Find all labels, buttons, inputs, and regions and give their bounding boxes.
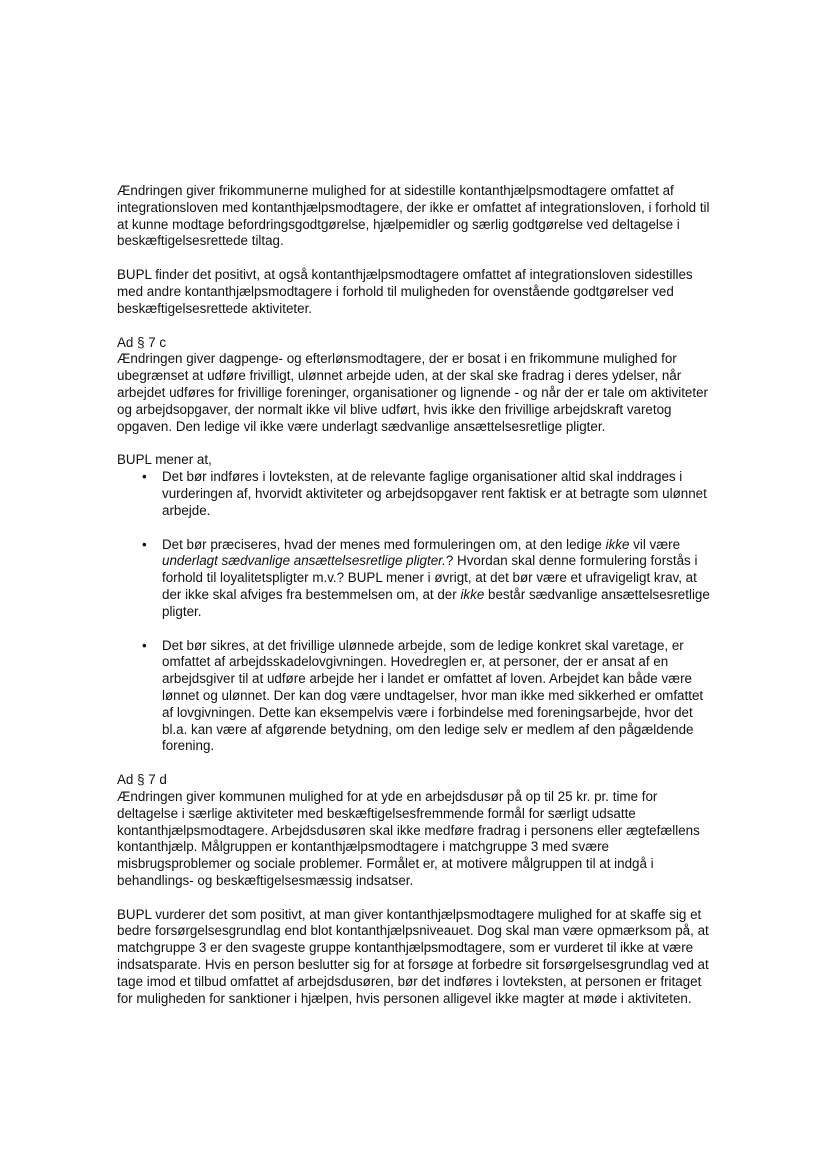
- bullet-icon: •: [142, 536, 147, 552]
- section-7d-body: Ændringen giver kommunen mulighed for at yde en arbejdsdusør på op til 25 kr. pr. time for deltagelse i særlige aktiviteter med beskæftigelsesfremmende formål for særligt udsatte kontanthjælpsmodtagere. Arbejdsdusøren skal ikke medføre fradrag i personens eller ægtefællens kontanthjælp. Målgruppen er kontanthjælpsmodtagere i matchgruppe 3 med svære misbrugsproblemer og sociale problemer. Formålet er, at motivere målgruppen til at indgå i behandlings- og beskæftigelsesmæssig indsatser.: [117, 788, 700, 888]
- section-heading-7c: Ad § 7 c: [117, 334, 167, 350]
- paragraph-bupl-positive: BUPL finder det positivt, at også kontanthjælpsmodtagere omfattet af integrationsloven sidestilles med andre kontanthjælpsmodtagere i forhold til muligheden for ovenstående godtgørelser ved beskæftigelsesrettede aktiviteter.: [117, 267, 693, 316]
- bullet-icon: •: [142, 469, 147, 485]
- list-item: [117, 537, 717, 621]
- italic-ikke: ikke: [605, 536, 630, 552]
- bupl-bullet-list: [117, 469, 717, 755]
- bullet-text-1: Det bør indføres i lovteksten, at de relevante faglige organisationer altid skal inddrages i vurderingen af, hvorvidt aktiviteter og arbejdsopgaver rent faktisk er at betragte som ulønnet arbejde.: [162, 469, 707, 518]
- bullet-text-3: Det bør sikres, at det frivillige ulønnede arbejde, som de ledige konkret skal varetage, er omfattet af arbejdsskadelovgivningen. Hovedreglen er, at personer, der er ansat af en arbejdsgiver til at udføre arbejde her i landet er omfattet af loven. Arbejdet kan både være lønnet og ulønnet. Der kan dog være undtagelser, hvor man ikke med sikkerhed er omfattet af lovgivningen. Dette kan eksempelvis være i forbindelse med foreningsarbejde, hvor det bl.a. kan være af afgørende betydning, om den ledige selv er medlem af den pågældende forening.: [162, 637, 704, 754]
- bullet-text-2: Det bør præciseres, hvad der menes med formuleringen om, at den ledige ikke vil være underlagt sædvanlige ansættelsesretlige pligter.? Hvordan skal denne formulering forstås i forhold til loyalitetspligter m.v.? BUPL mener i øvrigt, at det bør være et ufravigeligt krav, at der ikke skal afviges fra bestemmelsen om, at der ikke består sædvanlige ansættelsesretlige pligter.: [162, 536, 710, 619]
- bullet-icon: •: [142, 637, 147, 653]
- list-item: [117, 638, 717, 756]
- bupl-intro: BUPL mener at,: [117, 452, 212, 468]
- list-item: [117, 469, 717, 519]
- section-7d-response: BUPL vurderer det som positivt, at man giver kontanthjælpsmodtagere mulighed for at skaffe sig et bedre forsørgelsesgrundlag end blot kontanthjælpsniveauet. Dog skal man være opmærksom på, at matchgruppe 3 er den svageste gruppe kontanthjælpsmodtagere, som er vurderet til ikke at være indsatsparate. Hvis en person beslutter sig for at forsøge at forbedre sit forsørgelsesgrundlag ved at tage imod et tilbud omfattet af arbejdsdusøren, bør det indføres i lovteksten, at personen er fritaget for muligheden for sanktioner i hjælpen, hvis personen alligevel ikke magter at møde i aktiviteten.: [117, 906, 709, 1006]
- italic-ikke: ikke: [460, 586, 485, 602]
- italic-phrase: underlagt sædvanlige ansættelsesretlige pligter.: [162, 553, 446, 569]
- paragraph-integration-change: Ændringen giver frikommunerne mulighed for at sidestille kontanthjælpsmodtagere omfattet af integrationsloven med kontanthjælpsmodtagere, der ikke er omfattet af integrationsloven, i forhold til at kunne modtage befordringsgodtgørelse, hjælpemidler og særlig godtgørelse ved deltagelse i beskæftigelsesrettede tiltag.: [117, 183, 710, 249]
- section-heading-7d: Ad § 7 d: [117, 772, 167, 788]
- section-7c-body: Ændringen giver dagpenge- og efterlønsmodtagere, der er bosat i en frikommune mulighed for ubegrænset at udføre frivilligt, ulønnet arbejde uden, at der skal ske fradrag i deres ydelser, når arbejdet udføres for frivillige foreninger, organisationer og lignende - og når der er tale om aktiviteter og arbejdsopgaver, der normalt ikke vil blive udført, hvis ikke den frivillige arbejdskraft varetog opgaven. Den ledige vil ikke være underlagt sædvanlige ansættelsesretlige pligter.: [117, 351, 708, 434]
- document-body: [117, 183, 717, 1007]
